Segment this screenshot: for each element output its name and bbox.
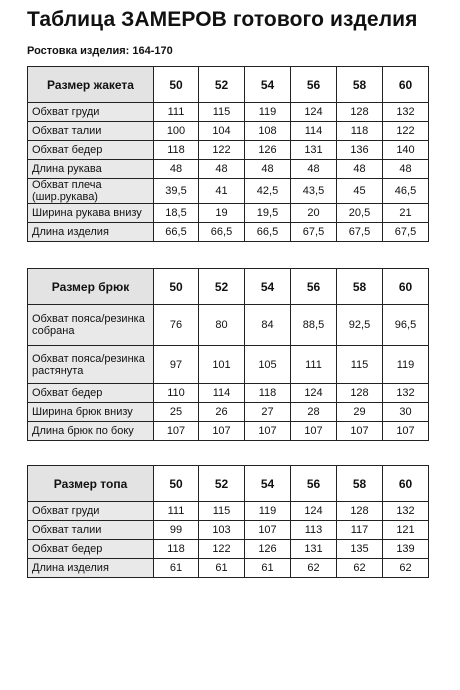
measurement-value: 110 — [154, 384, 199, 403]
measurement-value: 132 — [383, 502, 429, 521]
measurement-value: 122 — [199, 141, 245, 160]
measurement-value: 43,5 — [291, 179, 337, 204]
measurement-value: 39,5 — [154, 179, 199, 204]
measurement-value: 45 — [337, 179, 383, 204]
table-row — [28, 384, 429, 403]
measurement-value: 114 — [199, 384, 245, 403]
subtitle: Ростовка изделия: 164-170 — [27, 45, 173, 57]
measurement-value: 92,5 — [337, 305, 383, 346]
measurement-value: 96,5 — [383, 305, 429, 346]
measurement-value: 118 — [245, 384, 291, 403]
measurement-value: 61 — [154, 559, 199, 578]
measurement-value: 99 — [154, 521, 199, 540]
table-header-row — [28, 269, 429, 305]
measurement-value: 61 — [245, 559, 291, 578]
measurement-value: 27 — [245, 403, 291, 422]
table-row — [28, 502, 429, 521]
table-header-label: Размер топа — [28, 466, 154, 502]
measurement-value: 19 — [199, 204, 245, 223]
measurement-value: 67,5 — [291, 223, 337, 242]
size-header: 50 — [154, 67, 199, 103]
size-header: 56 — [291, 269, 337, 305]
measurement-value: 119 — [245, 502, 291, 521]
measurement-value: 48 — [199, 160, 245, 179]
measurement-value: 29 — [337, 403, 383, 422]
measurement-label: Обхват пояса/резинка растянута — [28, 346, 154, 384]
measurement-value: 128 — [337, 103, 383, 122]
measurement-value: 26 — [199, 403, 245, 422]
measurement-value: 119 — [245, 103, 291, 122]
measurement-value: 48 — [245, 160, 291, 179]
page-title: Таблица ЗАМЕРОВ готового изделия — [27, 8, 418, 31]
size-header: 52 — [199, 67, 245, 103]
size-header: 60 — [383, 466, 429, 502]
measurement-value: 62 — [337, 559, 383, 578]
measurement-value: 119 — [383, 346, 429, 384]
measurement-value: 66,5 — [245, 223, 291, 242]
measurement-value: 48 — [154, 160, 199, 179]
size-header: 58 — [337, 466, 383, 502]
measurement-value: 124 — [291, 384, 337, 403]
measurement-value: 111 — [154, 103, 199, 122]
size-header: 60 — [383, 67, 429, 103]
measurement-value: 46,5 — [383, 179, 429, 204]
measurement-label: Обхват плеча (шир.рукава) — [28, 179, 154, 204]
size-header: 58 — [337, 269, 383, 305]
measurement-value: 104 — [199, 122, 245, 141]
measurement-value: 107 — [337, 422, 383, 441]
table-row — [28, 346, 429, 384]
measurement-value: 108 — [245, 122, 291, 141]
measurement-value: 126 — [245, 141, 291, 160]
table-row — [28, 141, 429, 160]
measurement-value: 113 — [291, 521, 337, 540]
table-row — [28, 122, 429, 141]
measurement-value: 115 — [337, 346, 383, 384]
measurement-value: 107 — [383, 422, 429, 441]
measurement-label: Обхват талии — [28, 521, 154, 540]
measurement-value: 48 — [383, 160, 429, 179]
measurement-value: 132 — [383, 103, 429, 122]
measurement-value: 21 — [383, 204, 429, 223]
table-row — [28, 540, 429, 559]
measurement-value: 115 — [199, 502, 245, 521]
table-header-row — [28, 67, 429, 103]
measurement-value: 101 — [199, 346, 245, 384]
measurement-value: 67,5 — [337, 223, 383, 242]
measurement-label: Ширина рукава внизу — [28, 204, 154, 223]
measurement-value: 107 — [245, 521, 291, 540]
measurement-label: Обхват пояса/резинка собрана — [28, 305, 154, 346]
measurement-value: 118 — [154, 540, 199, 559]
measurement-value: 121 — [383, 521, 429, 540]
measurement-label: Ширина брюк внизу — [28, 403, 154, 422]
table-row — [28, 305, 429, 346]
measurement-value: 118 — [337, 122, 383, 141]
measurement-value: 128 — [337, 502, 383, 521]
measurement-value: 105 — [245, 346, 291, 384]
table-row — [28, 160, 429, 179]
measurement-value: 126 — [245, 540, 291, 559]
measurement-value: 132 — [383, 384, 429, 403]
table-header-label: Размер брюк — [28, 269, 154, 305]
measurement-value: 30 — [383, 403, 429, 422]
size-header: 58 — [337, 67, 383, 103]
table-row — [28, 422, 429, 441]
measurement-value: 124 — [291, 502, 337, 521]
measurement-value: 62 — [291, 559, 337, 578]
measurement-value: 139 — [383, 540, 429, 559]
measurement-value: 131 — [291, 141, 337, 160]
measurement-value: 117 — [337, 521, 383, 540]
measurement-value: 18,5 — [154, 204, 199, 223]
table-header-label: Размер жакета — [28, 67, 154, 103]
measurement-label: Обхват груди — [28, 103, 154, 122]
measurement-label: Длина изделия — [28, 559, 154, 578]
measurement-value: 122 — [383, 122, 429, 141]
measurement-label: Обхват талии — [28, 122, 154, 141]
size-header: 60 — [383, 269, 429, 305]
measurement-value: 122 — [199, 540, 245, 559]
measurement-value: 88,5 — [291, 305, 337, 346]
top-size-table — [27, 465, 429, 578]
size-header: 54 — [245, 269, 291, 305]
measurement-value: 76 — [154, 305, 199, 346]
measurement-value: 61 — [199, 559, 245, 578]
measurement-value: 25 — [154, 403, 199, 422]
pants-size-table — [27, 268, 429, 441]
size-header: 56 — [291, 466, 337, 502]
measurement-value: 100 — [154, 122, 199, 141]
table-row — [28, 179, 429, 204]
measurement-value: 111 — [291, 346, 337, 384]
measurement-value: 48 — [291, 160, 337, 179]
measurement-label: Длина рукава — [28, 160, 154, 179]
measurement-value: 115 — [199, 103, 245, 122]
measurement-value: 41 — [199, 179, 245, 204]
table-header-row — [28, 466, 429, 502]
size-header: 54 — [245, 466, 291, 502]
measurement-value: 48 — [337, 160, 383, 179]
measurement-label: Обхват бедер — [28, 384, 154, 403]
measurement-value: 66,5 — [154, 223, 199, 242]
measurement-label: Обхват бедер — [28, 540, 154, 559]
measurement-value: 66,5 — [199, 223, 245, 242]
measurement-label: Длина изделия — [28, 223, 154, 242]
size-header: 56 — [291, 67, 337, 103]
measurement-value: 28 — [291, 403, 337, 422]
measurement-value: 107 — [291, 422, 337, 441]
measurement-value: 135 — [337, 540, 383, 559]
table-row — [28, 559, 429, 578]
measurement-value: 111 — [154, 502, 199, 521]
measurement-label: Длина брюк по боку — [28, 422, 154, 441]
size-header: 52 — [199, 466, 245, 502]
size-header: 50 — [154, 269, 199, 305]
size-header: 52 — [199, 269, 245, 305]
measurement-value: 107 — [199, 422, 245, 441]
measurement-value: 107 — [154, 422, 199, 441]
measurement-value: 103 — [199, 521, 245, 540]
measurement-label: Обхват бедер — [28, 141, 154, 160]
table-row — [28, 223, 429, 242]
table-row — [28, 103, 429, 122]
jacket-size-table — [27, 66, 429, 242]
measurement-value: 128 — [337, 384, 383, 403]
measurement-value: 62 — [383, 559, 429, 578]
measurement-value: 67,5 — [383, 223, 429, 242]
measurement-value: 80 — [199, 305, 245, 346]
measurement-label: Обхват груди — [28, 502, 154, 521]
measurement-value: 107 — [245, 422, 291, 441]
measurement-value: 114 — [291, 122, 337, 141]
measurement-value: 42,5 — [245, 179, 291, 204]
measurement-value: 20 — [291, 204, 337, 223]
size-header: 54 — [245, 67, 291, 103]
table-row — [28, 204, 429, 223]
measurement-value: 140 — [383, 141, 429, 160]
table-row — [28, 521, 429, 540]
table-row — [28, 403, 429, 422]
measurement-value: 20,5 — [337, 204, 383, 223]
measurement-value: 19,5 — [245, 204, 291, 223]
measurement-value: 136 — [337, 141, 383, 160]
measurement-value: 124 — [291, 103, 337, 122]
measurement-value: 118 — [154, 141, 199, 160]
measurement-value: 97 — [154, 346, 199, 384]
measurement-value: 131 — [291, 540, 337, 559]
measurement-value: 84 — [245, 305, 291, 346]
size-header: 50 — [154, 466, 199, 502]
